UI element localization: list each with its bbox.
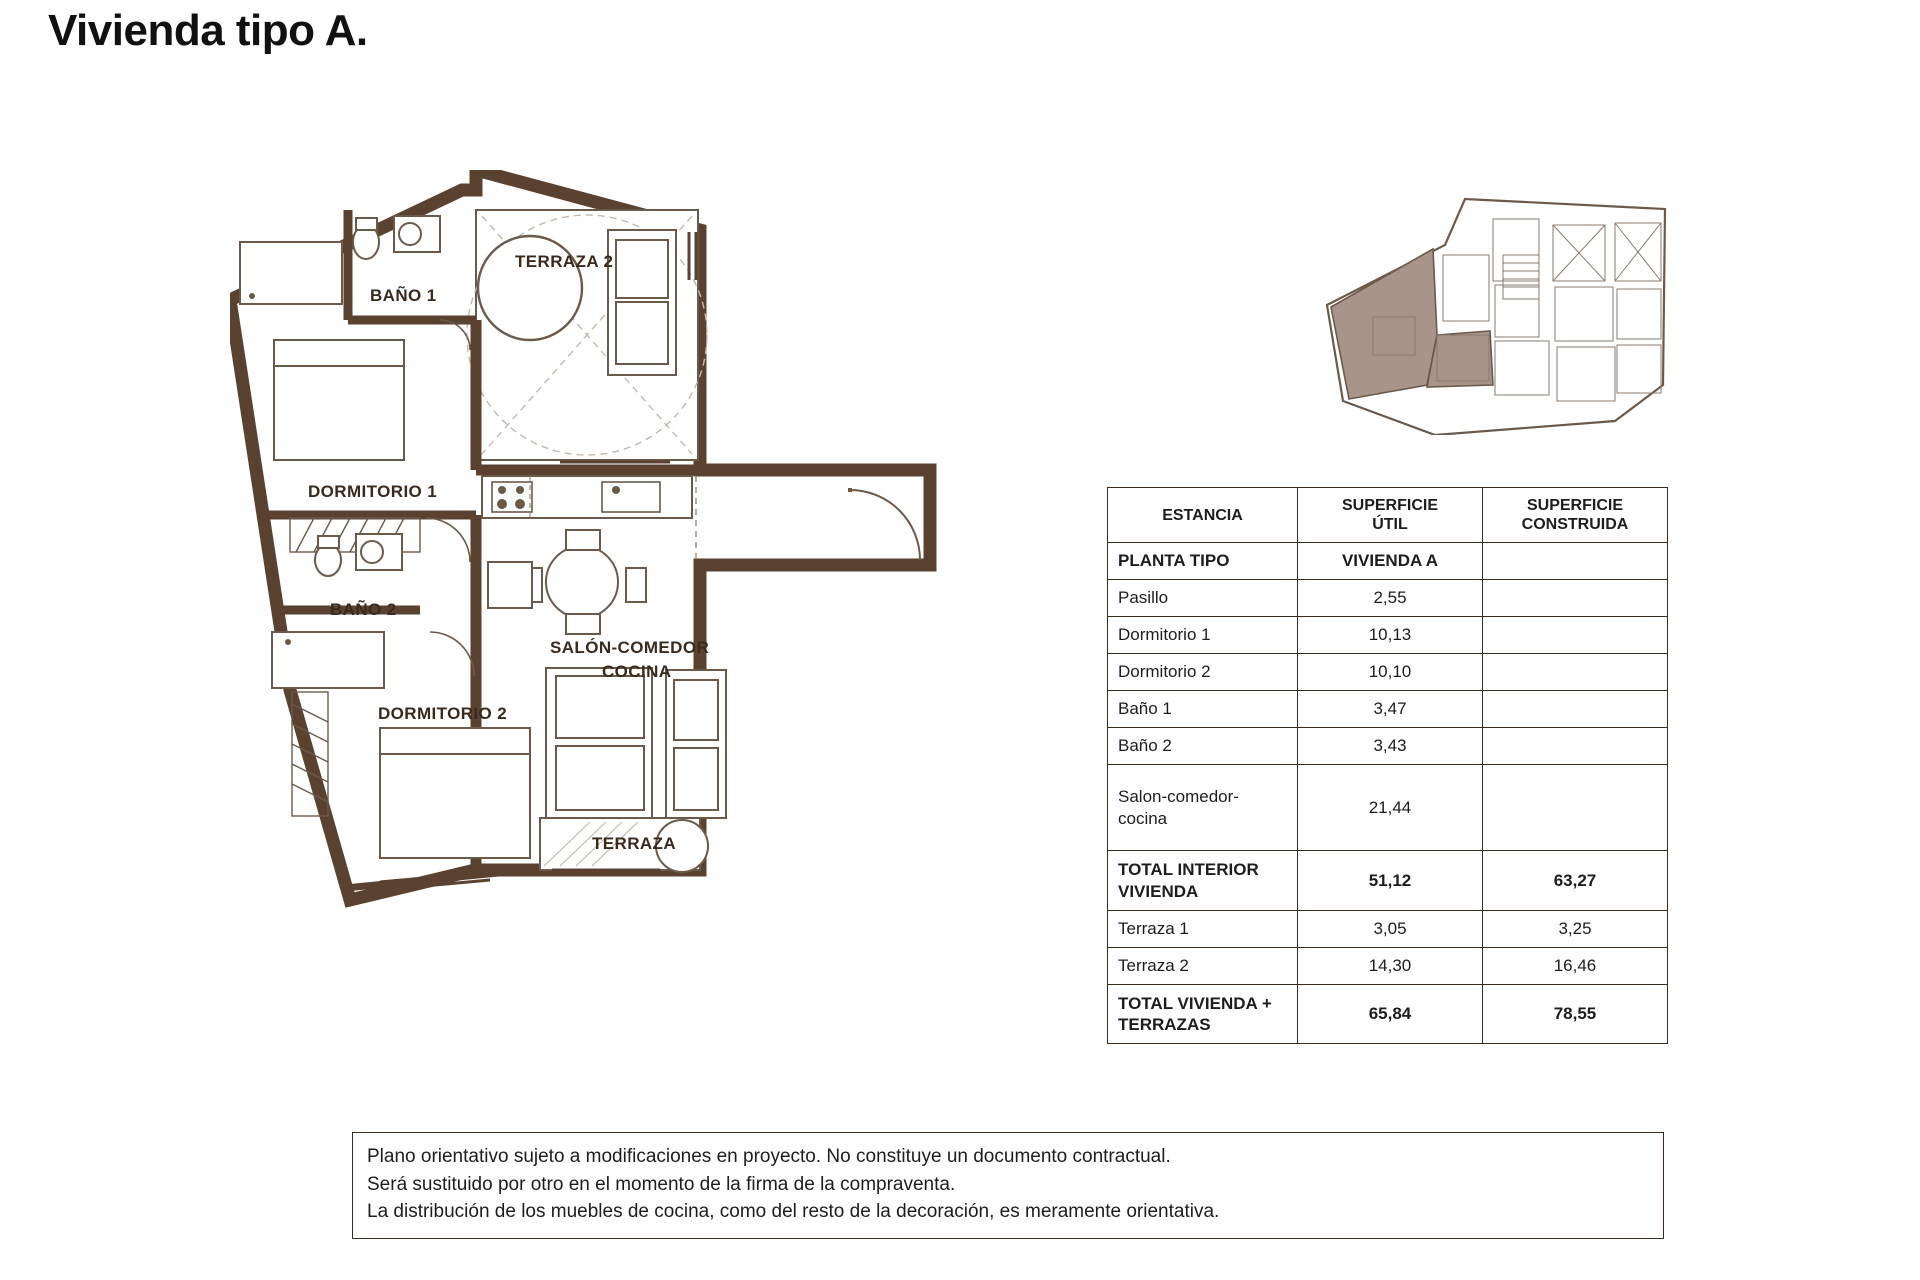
row-name: Baño 1: [1108, 691, 1298, 728]
row-name: Salon-comedor-cocina: [1108, 765, 1298, 851]
header-superficie-util-line1: SUPERFICIE: [1341, 497, 1438, 514]
table-row: [1108, 728, 1668, 765]
row-util: 3,43: [1298, 728, 1483, 765]
row-construida: [1483, 654, 1668, 691]
door-swing-bano2: [426, 518, 470, 562]
planta-tipo-label: PLANTA TIPO: [1108, 543, 1298, 580]
row-construida: 63,27: [1483, 851, 1668, 911]
terraza2-sofa: [608, 230, 676, 375]
row-name: Terraza 2: [1108, 947, 1298, 984]
row-name: TOTAL INTERIOR VIVIENDA: [1108, 851, 1298, 911]
key-plan-highlight: [1331, 249, 1437, 399]
row-name: Baño 2: [1108, 728, 1298, 765]
living-sofa: [546, 668, 652, 818]
room-label-bano-1: BAÑO 1: [370, 286, 437, 305]
room-label-dormitorio-2: DORMITORIO 2: [378, 704, 508, 723]
header-superficie-construida-line2: CONSTRUIDA: [1521, 516, 1629, 534]
row-name: Dormitorio 2: [1108, 654, 1298, 691]
disclaimer-line-1: Plano orientativo sujeto a modificaciones en proyecto. No constituye un documento contractual.: [367, 1146, 1171, 1167]
bano1-bathtub: [240, 242, 342, 304]
room-label-terraza: TERRAZA: [592, 834, 677, 853]
disclaimer-line-2: Será sustituido por otro en el momento de la firma de la compraventa.: [367, 1173, 956, 1195]
row-construida: [1483, 728, 1668, 765]
entry-door: [850, 488, 920, 560]
row-name: Dormitorio 1: [1108, 617, 1298, 654]
table-row-planta-tipo: [1108, 543, 1668, 580]
room-label-salon-comedor: SALÓN-COMEDOR: [550, 638, 710, 657]
dining-set: [522, 530, 646, 634]
row-name: Terraza 1: [1108, 910, 1298, 947]
planta-tipo-value: VIVIENDA A: [1298, 543, 1483, 580]
floorplan-drawing: [230, 170, 1110, 960]
areas-table-wrap: [1107, 487, 1667, 1044]
table-row: [1108, 947, 1668, 984]
areas-table: [1107, 487, 1668, 1044]
utility-unit: [488, 562, 532, 608]
row-util: 51,12: [1298, 851, 1483, 911]
table-row: [1108, 910, 1668, 947]
table-row: [1108, 691, 1668, 728]
table-header-row: [1108, 488, 1668, 543]
table-row: [1108, 580, 1668, 617]
table-row: [1108, 765, 1668, 851]
row-construida: [1483, 580, 1668, 617]
key-plan-svg: [1315, 185, 1675, 435]
row-util: 3,47: [1298, 691, 1483, 728]
table-row-total-vivienda: [1108, 984, 1668, 1044]
header-superficie-construida-line1: SUPERFICIE: [1526, 497, 1623, 514]
row-construida: 3,25: [1483, 910, 1668, 947]
table-row-total-interior: [1108, 851, 1668, 911]
living-armchair: [666, 670, 726, 818]
header-estancia: ESTANCIA: [1108, 488, 1298, 543]
planta-tipo-empty: [1483, 543, 1668, 580]
row-construida: 16,46: [1483, 947, 1668, 984]
row-construida: 78,55: [1483, 984, 1668, 1044]
disclaimer-line-3: La distribución de los muebles de cocina, como del resto de la decoración, es meramente orientativa.: [367, 1201, 1220, 1223]
table-row: [1108, 617, 1668, 654]
header-superficie-util: [1298, 488, 1483, 543]
header-superficie-util-line2: ÚTIL: [1372, 516, 1408, 534]
page-title: Vivienda tipo A.: [48, 6, 368, 55]
bano1-room: [240, 210, 476, 350]
room-label-bano-2: BAÑO 2: [330, 600, 397, 619]
key-plan: [1315, 185, 1675, 435]
row-util: 2,55: [1298, 580, 1483, 617]
door-swing-dorm2: [430, 632, 474, 676]
row-construida: [1483, 617, 1668, 654]
room-label-cocina: COCINA: [602, 662, 672, 681]
row-util: 14,30: [1298, 947, 1483, 984]
kitchen-sink: [602, 482, 660, 512]
row-util: 65,84: [1298, 984, 1483, 1044]
row-util: 3,05: [1298, 910, 1483, 947]
row-construida: [1483, 765, 1668, 851]
room-label-dormitorio-1: DORMITORIO 1: [308, 482, 438, 501]
row-name: TOTAL VIVIENDA + TERRAZAS: [1108, 984, 1298, 1044]
row-util: 10,13: [1298, 617, 1483, 654]
row-name: Pasillo: [1108, 580, 1298, 617]
room-label-terraza-2: TERRAZA 2: [515, 252, 614, 271]
row-construida: [1483, 691, 1668, 728]
row-util: 21,44: [1298, 765, 1483, 851]
table-row: [1108, 654, 1668, 691]
dormitorio1-room: [266, 340, 476, 552]
row-util: 10,10: [1298, 654, 1483, 691]
kitchen-hob: [492, 482, 532, 512]
disclaimer-box: [352, 1132, 1664, 1239]
header-superficie-construida: [1483, 488, 1668, 543]
